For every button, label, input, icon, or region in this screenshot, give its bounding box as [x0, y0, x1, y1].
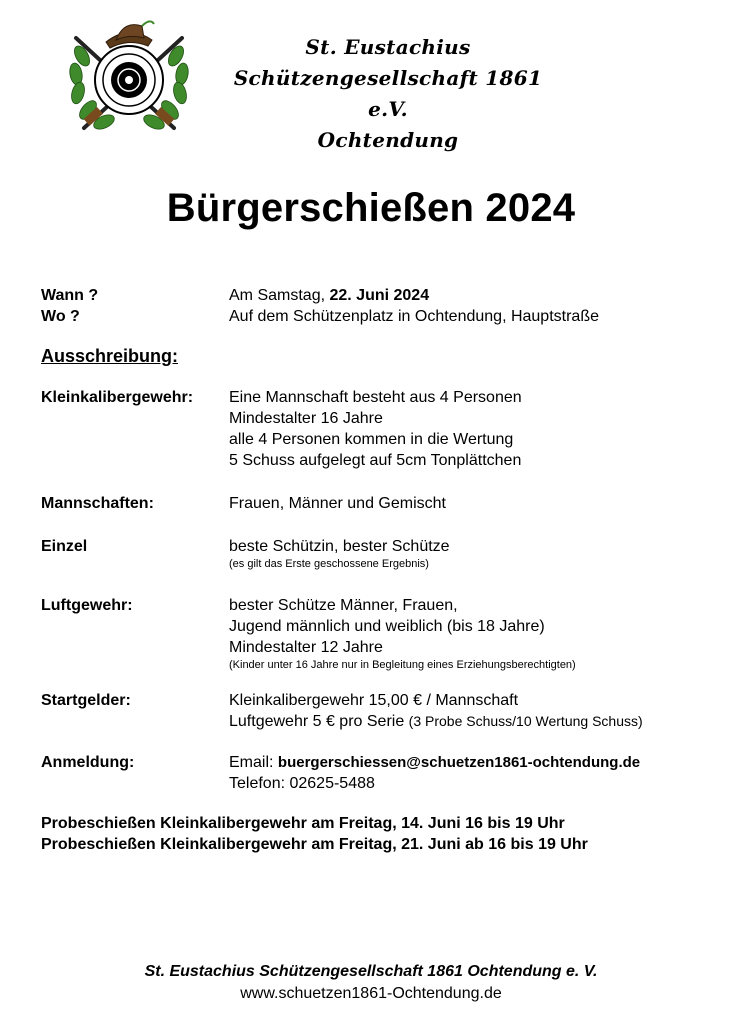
probe-line-2: Probeschießen Kleinkalibergewehr am Freitag, 21. Juni ab 16 bis 19 Uhr — [41, 836, 588, 853]
luftgewehr-line: Mindestalter 12 Jahre — [229, 639, 383, 656]
luftgewehr-details — [229, 595, 576, 673]
email-link[interactable]: buergerschiessen@schuetzen1861-ochtendung.de — [277, 754, 641, 771]
when-prefix: Am Samstag, — [229, 287, 330, 304]
kleinkaliber-details — [229, 387, 522, 471]
page-title: Bürgerschießen 2024 — [166, 186, 576, 230]
luftgewehr-line: bester Schütze Männer, Frauen, — [229, 597, 458, 614]
startgelder-line2 — [229, 711, 643, 732]
mannschaften-label: Mannschaften: — [41, 495, 154, 512]
anmeldung-email-row — [229, 752, 640, 773]
startgelder-label: Startgelder: — [41, 692, 131, 709]
where-value: Auf dem Schützenplatz in Ochtendung, Hauptstraße — [229, 308, 599, 325]
anmeldung-details — [229, 752, 640, 794]
startgelder-line2-text: Luftgewehr 5 € pro Serie — [229, 713, 409, 730]
einzel-details — [229, 536, 450, 572]
club-name-line2: Schützengesellschaft 1861 e.V. — [233, 66, 543, 121]
kleinkaliber-line: Eine Mannschaft besteht aus 4 Personen — [229, 389, 522, 406]
probe-line-1: Probeschießen Kleinkalibergewehr am Freitag, 14. Juni 16 bis 19 Uhr — [41, 815, 565, 832]
startgelder-line2-note: (3 Probe Schuss/10 Wertung Schuss) — [408, 713, 643, 729]
club-name-line1: St. Eustachius — [305, 35, 471, 59]
einzel-value: beste Schützin, bester Schütze — [229, 538, 450, 555]
luftgewehr-note: (Kinder unter 16 Jahre nur in Begleitung eines Erziehungsberechtigten) — [229, 659, 576, 671]
shooting-club-emblem-icon — [64, 16, 194, 136]
club-name-line3: Ochtendung — [317, 128, 459, 152]
email-label: Email: — [229, 754, 278, 771]
footer-club: St. Eustachius Schützengesellschaft 1861 Ochtendung e. V. — [144, 963, 598, 980]
club-name — [226, 32, 550, 156]
startgelder-line1: Kleinkalibergewehr 15,00 € / Mannschaft — [229, 692, 519, 709]
mannschaften-value: Frauen, Männer und Gemischt — [229, 495, 446, 512]
anmeldung-phone: Telefon: 02625-5488 — [229, 775, 375, 792]
kleinkaliber-line: alle 4 Personen kommen in die Wertung — [229, 431, 514, 448]
section-title: Ausschreibung: — [41, 346, 179, 366]
kleinkaliber-label: Kleinkalibergewehr: — [41, 389, 194, 406]
einzel-note: (es gilt das Erste geschossene Ergebnis) — [229, 558, 429, 570]
where-label: Wo ? — [41, 308, 80, 325]
kleinkaliber-line: 5 Schuss aufgelegt auf 5cm Tonplättchen — [229, 452, 522, 469]
einzel-label: Einzel — [41, 538, 88, 555]
anmeldung-label: Anmeldung: — [41, 754, 135, 771]
kleinkaliber-line: Mindestalter 16 Jahre — [229, 410, 383, 427]
luftgewehr-line: Jugend männlich und weiblich (bis 18 Jahre) — [229, 618, 545, 635]
luftgewehr-label: Luftgewehr: — [41, 597, 133, 614]
footer-website-link[interactable]: www.schuetzen1861-Ochtendung.de — [240, 985, 502, 1002]
when-label: Wann ? — [41, 287, 99, 304]
when-value — [229, 285, 429, 306]
when-date: 22. Juni 2024 — [329, 287, 430, 304]
startgelder-details — [229, 690, 643, 732]
